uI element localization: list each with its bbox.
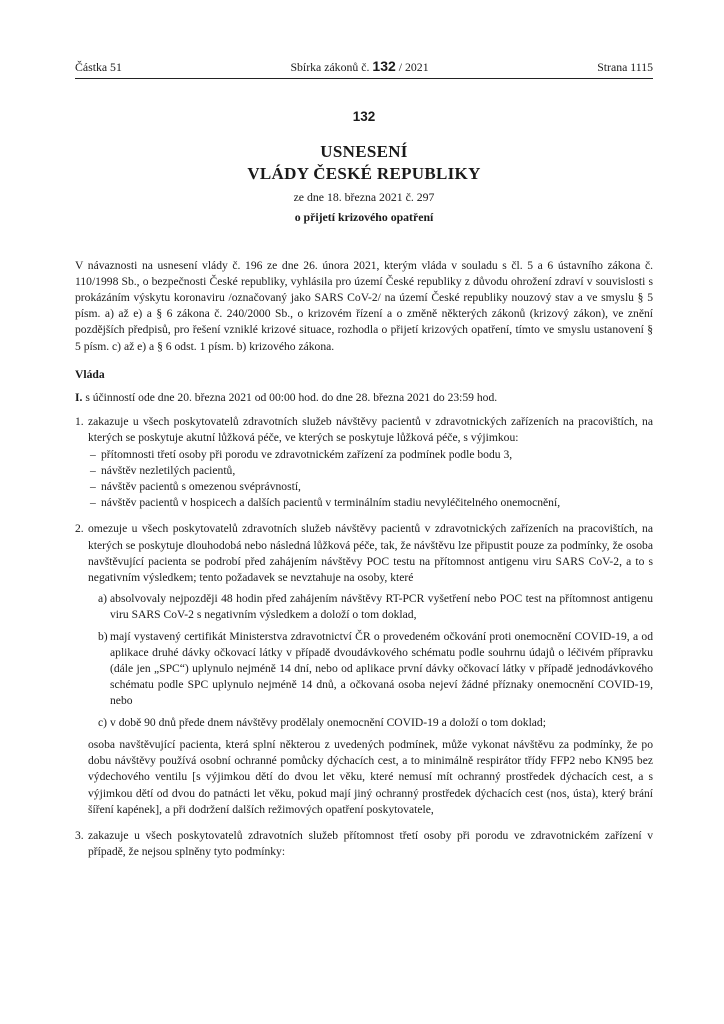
header-collection-number: 132 [372,58,396,74]
document-number: 132 [352,109,376,124]
list-item [75,828,653,860]
dash-list [88,447,653,512]
sub-item-label: a) [98,592,108,606]
dash-item: – návštěv pacientů v hospicech a dalších pacientů v terminálním stadiu nevyléčitelného onemocnění, [88,495,653,511]
dash-item: – přítomnosti třetí osoby při porodu ve zdravotnickém zařízení za podmínek podle bodu 3, [88,447,653,463]
header-collection-year: / 2021 [398,60,429,74]
list-item [75,414,653,511]
item-body [88,521,653,817]
sub-item-label: c) [98,715,108,729]
section-heading: Vláda [75,367,105,381]
section-one-text: s účinností ode dne 20. března 2021 od 00:00 hod. do dne 28. března 2021 do 23:59 hod. [85,391,498,405]
header-page-number: Strana 1115 [597,60,653,74]
document-page [75,58,653,860]
item-text: zakazuje u všech poskytovatelů zdravotních služeb přítomnost třetí osoby při porodu ve zdravotnickém zařízení v případě, že nejsou splněny tyto podmínky: [88,828,653,859]
sub-item [88,715,653,731]
running-header [75,58,653,74]
document-title-line2: VLÁDY ČESKÉ REPUBLIKY [247,164,481,184]
document-subject: o přijetí krizového opatření [294,210,434,225]
item-continuation: osoba navštěvující pacienta, která splní některou z uvedených podmínek, může vykonat návštěvu za podmínky, že po dobu návštěvy používá osobní ochranné pomůcky dýchacích cest, a to minimálně respirátor třídy FFP2 nebo KN95 bez výdechového ventilu [s výjimkou dětí do dvou let věku, které nemusí mít ochranný prostředek dýchacích cest, a s výjimkou dětí od dvou do patnácti let věku, pokud mají jiný ochranný prostředek dýchacích cest (nos, ústa), který brání šíření kapének], a při dodržení dalších režimových opatření poskytovatele, [88,737,653,816]
item-body [88,414,653,511]
item-body [88,828,653,860]
sub-item-text: absolvovaly nejpozději 48 hodin před zahájením návštěvy RT-PCR vyšetření nebo POC test na přítomnost antigenu viru SARS CoV-2 s negativním výsledkem a doloží o tom doklad, [110,592,653,622]
list-item [75,521,653,817]
item-text: omezuje u všech poskytovatelů zdravotních služeb návštěvy pacientů v zdravotnických zařízeních na pracovištích, na kterých se poskytuje dlouhodobá nebo následná lůžková péče, tak, že návštěvu lze připustit pouze za podmínky, že osoba navštěvující pacienta se podrobí před zahájením návštěvy POC testu na přítomnost antigenu viru SARS CoV-2, a to s negativním výsledkem; tento požadavek se nevztahuje na osoby, které [88,522,653,585]
item-number: 2. [75,522,84,536]
item-number: 3. [75,828,84,842]
item-text: zakazuje u všech poskytovatelů zdravotních služeb návštěvy pacientů v zdravotnických zařízeních na pracovištích, na kterých se poskytuje akutní lůžková péče, ve kterých se poskytuje lůžková péče, s výjimkou: [88,415,653,445]
dash-item: – návštěv nezletilých pacientů, [88,463,653,479]
dash-item: – návštěv pacientů s omezenou svéprávností, [88,479,653,495]
document-title-line1: USNESENÍ [320,142,408,162]
header-rule [75,78,653,79]
section-one-label: I. [75,391,83,405]
header-collection-label: Sbírka zákonů č. [290,60,370,74]
header-collection [290,58,428,75]
document-date: ze dne 18. března 2021 č. 297 [293,190,435,205]
sub-item-text: mají vystavený certifikát Ministerstva zdravotnictví ČR o provedeném očkování proti onemocnění COVID-19, a od aplikace druhé dávky očkovací látky v případě dvoudávkového schématu podle souhrnu údajů o léčivém přípravku (dále jen „SPC“) uplynulo nejméně 14 dní, nebo od aplikace první dávky očkovací látky v případě jednodávkového schématu podle SPC uplynulo nejméně 14 dnů, a očkovaná osoba nejeví žádné příznaky onemocnění COVID-19, nebo [110,629,653,708]
intro-paragraph: V návaznosti na usnesení vlády č. 196 ze dne 26. února 2021, kterým vláda v souladu s čl. 5 a 6 ústavního zákona č. 110/1998 Sb., o bezpečnosti České republiky, vyhlásila pro území České republiky z důvodu ohrožení zdraví v souvislosti s prokázáním výskytu koronaviru /označovaný jako SARS CoV-2/ na území České republiky nouzový stav a ve smyslu § 5 písm. a) až e) a § 6 zákona č. 240/2000 Sb., o krizovém řízení a o změně některých zákonů (krizový zákon), ve znění pozdějších předpisů, pro řešení vzniklé krizové situace, rozhodla o přijetí krizových opatření, tímto ve smyslu ustanovení § 5 písm. c) až e) a § 6 odst. 1 písm. b) krizového zákona. [75,258,653,353]
header-part: Částka 51 [75,60,122,74]
sub-item-text: v době 90 dnů přede dnem návštěvy prodělaly onemocnění COVID-19 a doloží o tom doklad; [110,715,546,729]
sub-item [88,591,653,623]
sub-item-label: b) [98,629,108,643]
section-one [75,390,653,406]
item-number: 1. [75,415,84,429]
sub-item [88,629,653,710]
